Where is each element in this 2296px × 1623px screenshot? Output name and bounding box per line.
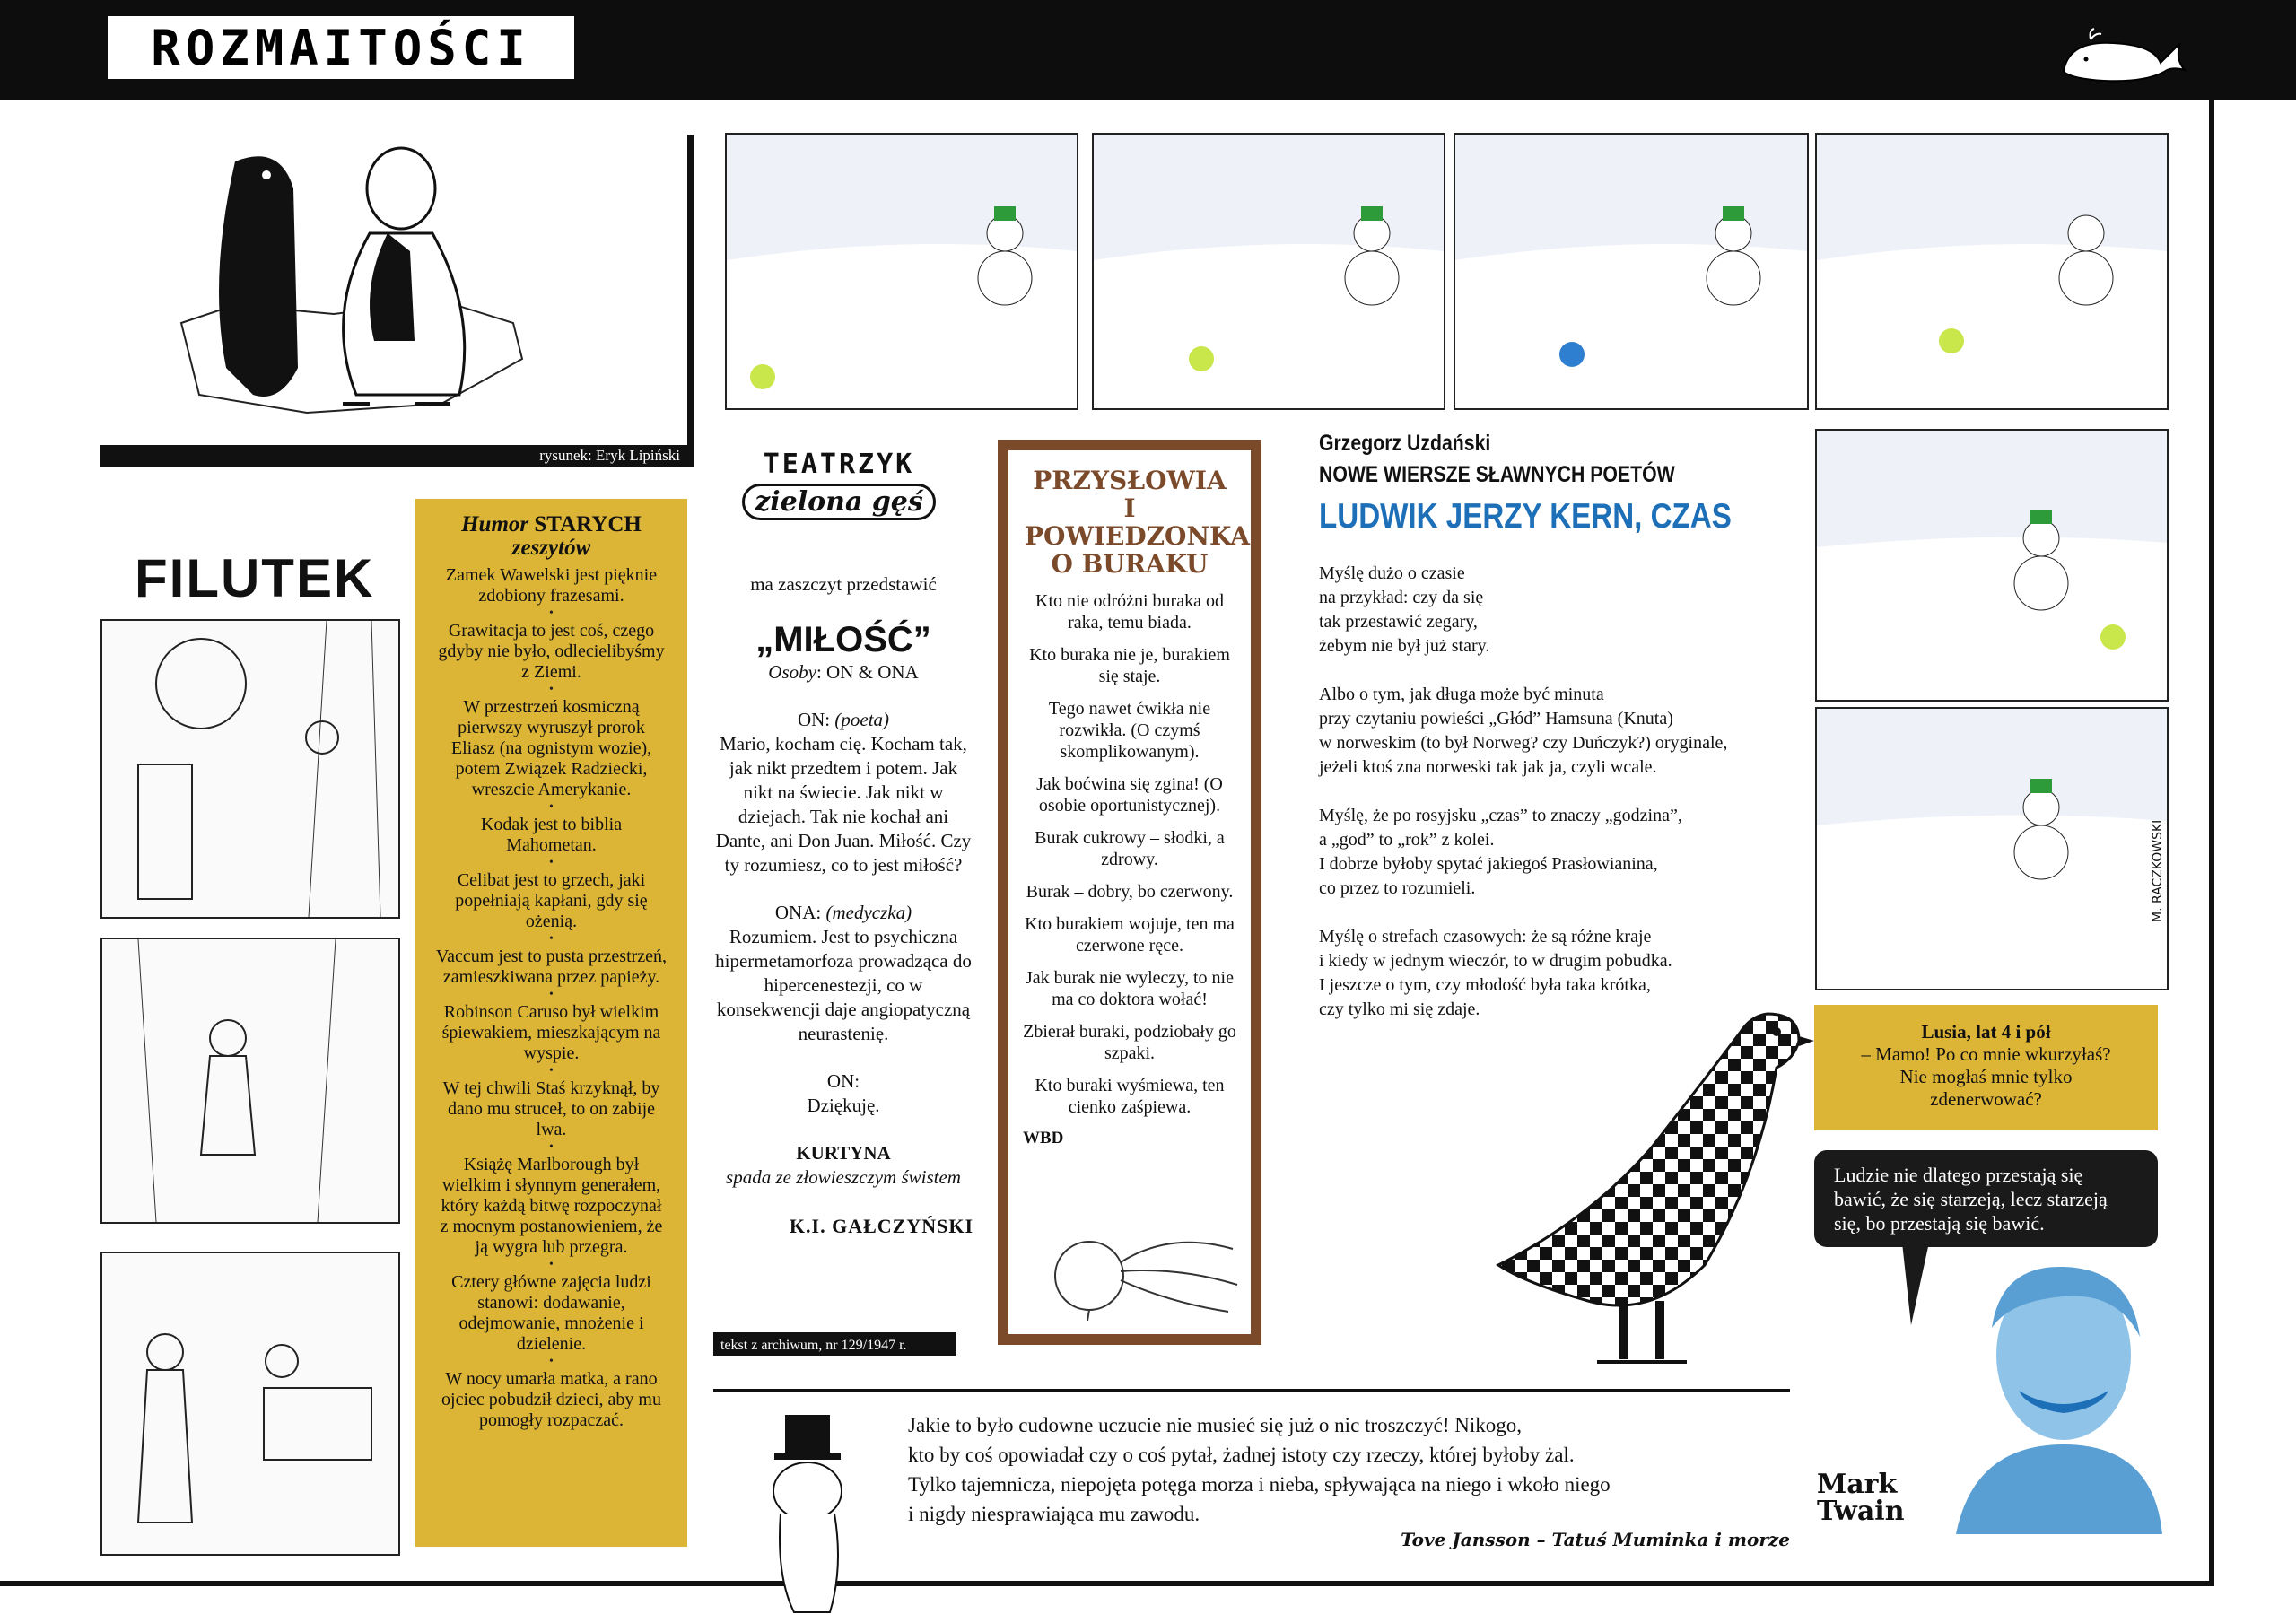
twain-name-2: Twain: [1817, 1496, 1905, 1527]
twain-name-1: Mark: [1817, 1469, 1898, 1500]
poem-title: LUDWIK JERZY KERN, CZAS: [1319, 497, 1732, 536]
poem-line: I jeszcze o tym, czy młodość była taka krótka,: [1319, 975, 1651, 995]
poem-line: co przez to rozumieli.: [1319, 878, 1476, 898]
poem-line: tak przestawić zegary,: [1319, 612, 1478, 632]
persons-value: : ON & ONA: [816, 661, 919, 683]
jansson-dash: –: [1530, 1529, 1552, 1550]
jansson-line: Tylko tajemnicza, niepojęta potęga morza i nieba, spływająca na niego i wkoło niego: [908, 1473, 1611, 1496]
teatrzyk-archive-bar: [713, 1332, 956, 1356]
humor-item: Cztery główne zajęcia ludzi stanowi: dodawanie, odejmowanie, mnożenie i dzielenie.: [451, 1272, 651, 1354]
teatrzyk-intro: ma zaszczyt przedstawić: [750, 573, 937, 595]
poem-line: czy tylko mi się zdaje.: [1319, 999, 1480, 1019]
twain-portrait: [1938, 1256, 2162, 1534]
cartoon-penguin-man: [100, 135, 694, 467]
humor-item: Grawitacja to jest coś, czego gdyby nie było, odlecielibyśmy z Ziemi.: [438, 621, 665, 682]
lusia-text: – Mamo! Po co mnie wkurzyłaś? Nie mogłaś mnie tylko zdenerwować?: [1861, 1043, 2111, 1110]
separator-dot: •: [549, 683, 554, 696]
poem-line: Myślę, że po rosyjsku „czas” to znaczy „godzina”,: [1319, 806, 1682, 825]
curtain-note: spada ze złowieszczym świstem: [726, 1166, 961, 1188]
jansson-line: Jakie to było cudowne uczucie nie musieć się już o nic troszczyć! Nikogo,: [908, 1414, 1523, 1436]
poem-stanza: [1319, 683, 1821, 780]
beetroot-drawing: [1035, 1222, 1242, 1321]
humor-item: Książę Marlborough był wielkim i słynnym generałem, który każdą bitwę rozpoczynał z mocnym postanowieniem, że ją wygra lub przegra.: [440, 1155, 663, 1257]
poem-body: [1319, 562, 1821, 1022]
teatrzyk-persons: [713, 660, 973, 685]
logo: [108, 16, 574, 79]
filutek-title: [135, 547, 374, 609]
humor-list: [415, 560, 687, 1431]
poem-stanza: [1319, 804, 1821, 901]
teatrzyk-logo-bottom: zielona gęś: [742, 484, 936, 520]
snowman-scene-2: [1094, 135, 1444, 408]
comic-panel-2: [1092, 133, 1445, 410]
jansson-attribution: [1401, 1529, 1790, 1550]
humor-title-italic: Humor: [461, 512, 529, 537]
ona-label: ONA:: [774, 902, 822, 923]
filutek-drawing-3: [102, 1253, 398, 1554]
burak-item: Zbierał buraki, podziobały go szpaki.: [1023, 1022, 1236, 1063]
comic-panel-3: [1454, 133, 1809, 410]
twain-quote: Ludzie nie dlatego przestają się bawić, że się starzeją, lecz starzeją się, bo przestają się bawić.: [1834, 1164, 2108, 1235]
snowman-scene-1: [727, 135, 1077, 408]
teatrzyk-archive: tekst z archiwum, nr 129/1947 r.: [713, 1336, 956, 1356]
snowman-scene-3: [1455, 135, 1807, 408]
burak-list: [1008, 590, 1251, 1118]
separator-dot: •: [549, 856, 554, 869]
humor-title: [415, 513, 687, 560]
poem-line: w norweskim (to był Norweg? czy Duńczyk?) oryginale,: [1319, 733, 1728, 753]
burak-title: PRZYSŁOWIA I POWIEDZONKA O BURAKU: [1025, 466, 1250, 579]
teatrzyk-logo: [736, 449, 942, 552]
humor-item: W nocy umarła matka, a rano ojciec pobudził dzieci, aby mu pomogły rozpaczać.: [441, 1369, 661, 1430]
persons-label: Osoby: [768, 661, 816, 683]
separator-dot: •: [549, 988, 554, 1001]
snowman-scene-6: [1817, 709, 2167, 989]
on2-label: ON:: [826, 1070, 860, 1092]
jansson-book: Tatuś Muminka i morze: [1551, 1529, 1790, 1550]
moomin-drawing: [758, 1415, 857, 1621]
teatrzyk-title: „MIŁOŚĆ”: [755, 620, 931, 659]
twain-speech-bubble: [1814, 1150, 2158, 1247]
burak-item: Kto buraki wyśmiewa, ten cienko zaśpiewa.: [1035, 1076, 1225, 1117]
snowman-scene-5: [1817, 431, 2167, 700]
jansson-line: kto by coś opowiadał czy o coś pytał, żadnej istoty czy rzeczy, której byłoby żal.: [908, 1444, 1575, 1466]
filutek-title-text: FILUTEK: [135, 548, 375, 608]
ona-text: Rozumiem. Jest to psychiczna hipermetamorfoza prowadząca do hipercenestezji, co w konsekwencji daje angiopatyczną neurastenię.: [715, 926, 972, 1044]
filutek-drawing-2: [102, 939, 398, 1222]
teatrzyk-column: [713, 572, 973, 1238]
cartoon-credit: rysunek: Eryk Lipiński: [100, 445, 687, 467]
poem-line: żebym nie był już stary.: [1319, 636, 1490, 656]
jansson-author: Tove Jansson: [1401, 1529, 1531, 1550]
logo-text: ROZMAITOŚCI: [151, 19, 531, 76]
poem-line: i kiedy w jednym wieczór, to w drugim pobudka.: [1319, 951, 1672, 971]
penguin-man-drawing: [100, 135, 675, 467]
filutek-drawing-1: [102, 621, 398, 917]
filutek-panel-1: [100, 619, 400, 919]
humor-item: Celibat jest to grzech, jaki popełniają kapłani, gdy się ożenią.: [455, 870, 648, 931]
comic-signature: M. RACZKOWSKI: [2151, 819, 2165, 922]
burak-item: Kto burakiem wojuje, ten ma czerwone ręce.: [1025, 914, 1235, 955]
pigeon-drawing: [1489, 996, 1821, 1391]
humor-box: [415, 499, 687, 1547]
on-role: (poeta): [834, 709, 890, 730]
ona-role: (medyczka): [825, 902, 912, 923]
teatrzyk-logo-top: TEATRZYK: [763, 449, 915, 480]
curtain: KURTYNA: [796, 1142, 891, 1164]
burak-item: Kto nie odróżni buraka od raka, temu biada.: [1035, 591, 1224, 633]
separator-dot: •: [549, 606, 554, 620]
filutek-panel-2: [100, 938, 400, 1224]
comic-panel-6: [1815, 707, 2169, 990]
teatrzyk-author: K.I. GAŁCZYŃSKI: [789, 1215, 973, 1237]
separator-dot: •: [549, 1355, 554, 1368]
separator-dot: •: [549, 1064, 554, 1078]
poem-line: a „god” to „rok” z kolei.: [1319, 830, 1495, 850]
humor-item: W przestrzeń kosmiczną pierwszy wyruszył prorok Eliasz (na ognistym wozie), potem Związek Radziecki, wreszcie Amerykanie.: [450, 697, 652, 799]
humor-title-caps: STARYCH: [534, 512, 642, 537]
poem-line: Myślę dużo o czasie: [1319, 563, 1465, 583]
burak-signature: WBD: [1023, 1129, 1064, 1147]
burak-item: Jak boćwina się zgina! (O osobie oportunistycznej).: [1036, 774, 1223, 816]
separator-dot: •: [549, 932, 554, 946]
burak-item: Burak – dobry, bo czerwony.: [1026, 882, 1234, 902]
humor-title-line2: zeszytów: [511, 536, 591, 560]
separator-dot: •: [549, 800, 554, 814]
humor-item: Kodak jest to biblia Mahometan.: [480, 815, 623, 855]
poem-line: Albo o tym, jak długa może być minuta: [1319, 685, 1604, 704]
jansson-line: i nigdy niesprawiająca mu zawodu.: [908, 1503, 1200, 1525]
lusia-box: [1814, 1005, 2158, 1130]
whale-icon: [2055, 27, 2189, 86]
poem-author: Grzegorz Uzdański: [1319, 431, 1491, 456]
poem-line: przy czytaniu powieści „Głód” Hamsuna (Knuta): [1319, 709, 1673, 729]
on-heading: [713, 708, 973, 732]
humor-item: W tej chwili Staś krzyknął, by dano mu struceł, to on zabije lwa.: [442, 1078, 660, 1139]
burak-item: Tego nawet ćwikła nie rozwikła. (O czymś skomplikowanym).: [1048, 699, 1211, 762]
humor-item: Zamek Wawelski jest pięknie zdobiony frazesami.: [445, 565, 658, 606]
humor-item: Robinson Caruso był wielkim śpiewakiem, mieszkającym na wyspie.: [441, 1002, 661, 1063]
burak-item: Burak cukrowy – słodki, a zdrowy.: [1035, 828, 1225, 869]
poem-stanza: [1319, 562, 1821, 659]
poem-section: [1319, 431, 1821, 1022]
humor-item: Vaccum jest to pusta przestrzeń, zamieszkiwana przez papieży.: [435, 947, 668, 987]
filutek-panel-3: [100, 1252, 400, 1556]
jansson-section: [713, 1389, 1790, 1549]
burak-item: Jak burak nie wyleczy, to nie ma co doktora wołać!: [1026, 968, 1234, 1009]
comic-panel-4: [1815, 133, 2169, 410]
lusia-title: Lusia, lat 4 i pół: [1921, 1021, 2051, 1043]
separator-dot: •: [549, 1140, 554, 1154]
poem-series: NOWE WIERSZE SŁAWNYCH POETÓW: [1319, 462, 1675, 487]
twain-name: [1817, 1471, 1905, 1525]
on2-text: Dziękuję.: [807, 1095, 880, 1116]
burak-item: Kto buraka nie je, burakiem się staje.: [1029, 645, 1230, 686]
on-text: Mario, kocham cię. Kocham tak, jak nikt przedtem i potem. Jak nikt na świecie. Jak nikt w dziejach. Tak nie kochał ani Dante, ani Don Juan. Miłość. Czy ty rozumiesz, co to jest miłość?: [715, 733, 972, 876]
jansson-quote: [908, 1410, 1805, 1529]
bubble-tail: [1898, 1243, 1934, 1328]
poem-line: I dobrze byłoby spytać jakiegoś Prasłowianina,: [1319, 854, 1658, 874]
ona-heading: [713, 901, 973, 925]
comic-panel-5: [1815, 429, 2169, 702]
poem-line: Myślę o strefach czasowych: że są różne kraje: [1319, 927, 1652, 947]
burak-box: [998, 440, 1261, 1345]
poem-line: jeżeli ktoś zna norweski tak jak ja, czyli wcale.: [1319, 757, 1657, 777]
poem-line: na przykład: czy da się: [1319, 588, 1484, 607]
separator-dot: •: [549, 1258, 554, 1271]
comic-panel-1: [725, 133, 1078, 410]
on-label: ON:: [797, 709, 831, 730]
snowman-scene-4: [1817, 135, 2167, 408]
